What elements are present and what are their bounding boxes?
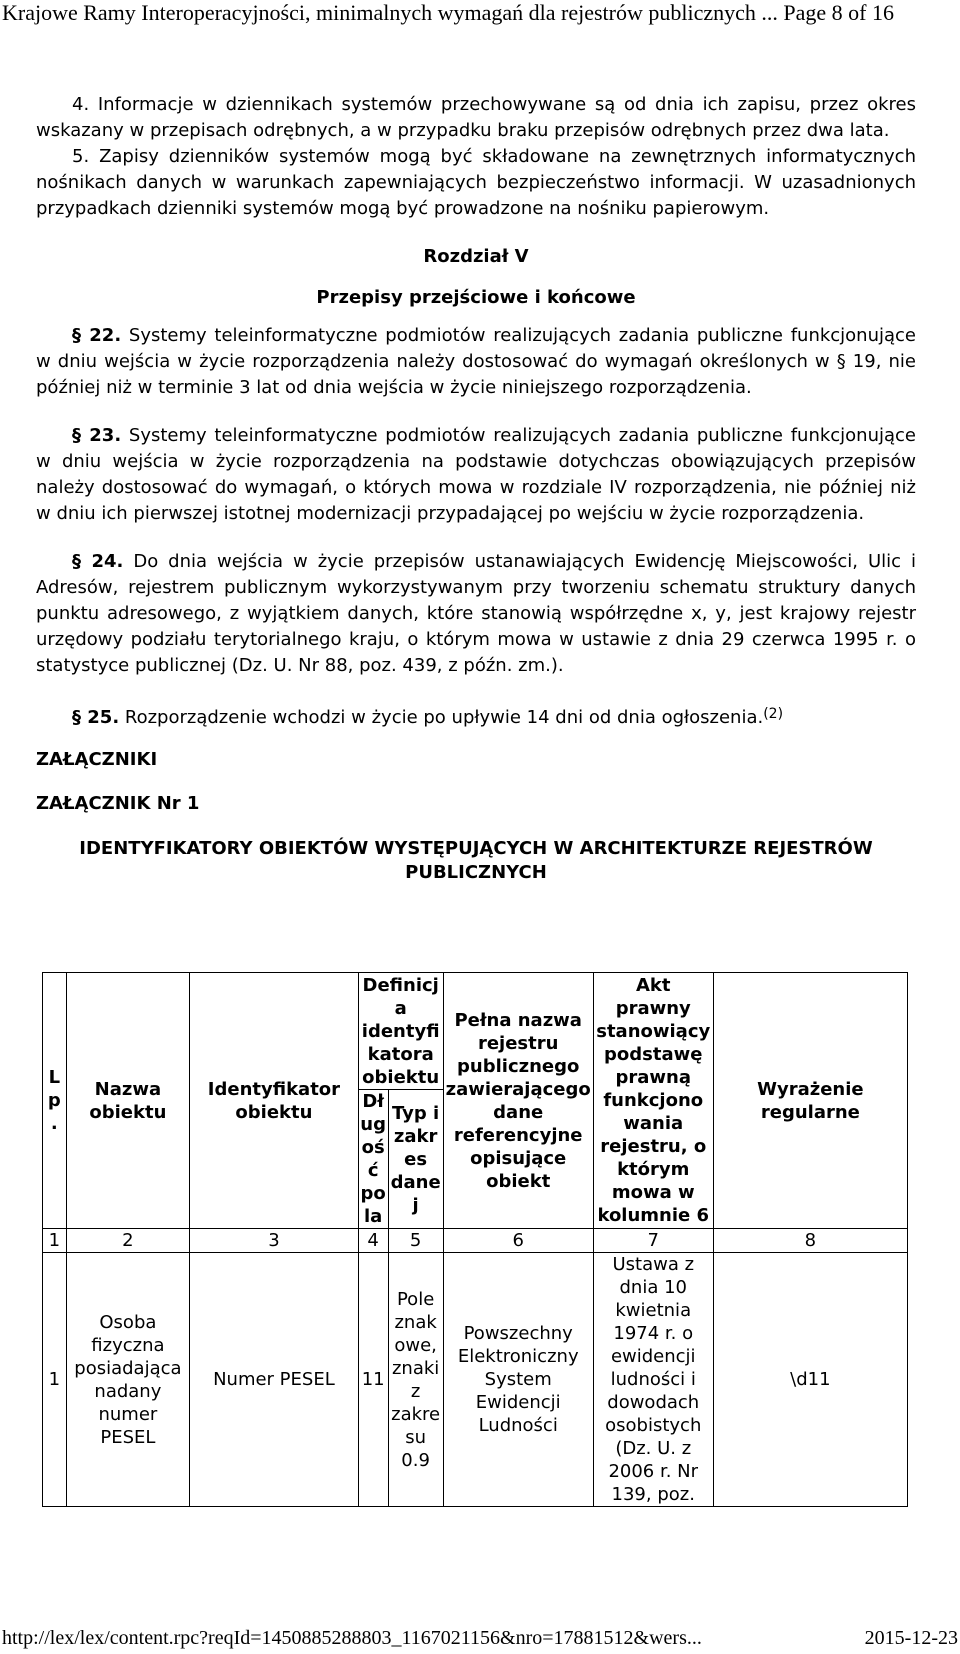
page-header: Krajowe Ramy Interoperacyjności, minimalnych wymagań dla rejestrów publicznych ... Page 8 of 16 — [2, 0, 894, 25]
header-definicja: Definicj a identyfi katora obiektu — [358, 973, 443, 1090]
cell-typ: Pole znak owe, znaki z zakre su 0.9 — [388, 1253, 443, 1507]
section-number: § 25. — [72, 707, 120, 728]
table-header-row — [43, 973, 908, 1090]
header-identyfikator: Identyfikator obiektu — [190, 973, 359, 1229]
header-nazwa-obiektu: Nazwa obiektu — [66, 973, 189, 1229]
column-number: 5 — [388, 1229, 443, 1253]
header-akt-prawny: Akt prawny stanowiący podstawę prawną funkcjono wania rejestru, o którym mowa w kolumnie 6 — [593, 973, 713, 1229]
page-footer — [2, 1626, 958, 1650]
cell-nazwa: Osoba fizyczna posiadająca nadany numer PESEL — [66, 1253, 189, 1507]
section-text: Do dnia wejścia w życie przepisów ustanawiających Ewidencję Miejscowości, Ulic i Adresów, rejestrem publicznym wykorzystywanym przy tworzeniu schematu struktury danych punktu adresowego, z wyjątkiem danych, które stanowią współrzędne x, y, jest krajowy rejestr urzędowy podziału terytorialnego kraju, o którym mowa w ustawie z dnia 29 czerwca 1995 r. o statystyce publicznej (Dz. U. Nr 88, poz. 439, z późn. zm.). — [36, 551, 916, 676]
cell-lp: 1 — [43, 1253, 67, 1507]
section-number: § 24. — [72, 551, 124, 572]
identifiers-table — [42, 972, 908, 1507]
column-number: 4 — [358, 1229, 388, 1253]
cell-wyrazenie: \d11 — [713, 1253, 907, 1507]
footer-date: 2015-12-23 — [864, 1627, 958, 1649]
column-number: 1 — [43, 1229, 67, 1253]
document-body — [36, 92, 916, 885]
header-pelna-nazwa: Pełna nazwa rejestru publicznego zawierającego dane referencyjne opisujące obiekt — [443, 973, 593, 1229]
column-number: 3 — [190, 1229, 359, 1253]
paragraph-5: 5. Zapisy dzienników systemów mogą być składowane na zewnętrznych informatycznych nośnikach danych w warunkach zapewniających bezpieczeństwo informacji. W uzasadnionych przypadkach dzienniki systemów mogą być prowadzone na nośniku papierowym. — [36, 146, 916, 219]
chapter-title: Przepisy przejściowe i końcowe — [316, 287, 636, 308]
section-text: Rozporządzenie wchodzi w życie po upływie 14 dni od dnia ogłoszenia. — [119, 707, 764, 728]
section-number: § 22. — [72, 325, 122, 346]
header-lp: L p . — [43, 973, 67, 1229]
attachments-heading: ZAŁĄCZNIKI — [36, 749, 158, 770]
column-number: 8 — [713, 1229, 907, 1253]
cell-rejestr: Powszechny Elektroniczny System Ewidencji Ludności — [443, 1253, 593, 1507]
cell-akt-prawny: Ustawa z dnia 10 kwietnia 1974 r. o ewidencji ludności i dowodach osobistych (Dz. U. z 2006 r. Nr 139, poz. — [593, 1253, 713, 1507]
cell-identyfikator: Numer PESEL — [190, 1253, 359, 1507]
section-23 — [36, 423, 916, 527]
annex-heading: ZAŁĄCZNIK Nr 1 — [36, 793, 200, 814]
table-row — [43, 1253, 908, 1507]
footnote-ref: (2) — [763, 706, 784, 722]
column-number: 2 — [66, 1229, 189, 1253]
chapter-number: Rozdział V — [423, 246, 529, 267]
column-number-row — [43, 1229, 908, 1253]
paragraph-4: 4. Informacje w dziennikach systemów przechowywane są od dnia ich zapisu, przez okres wskazany w przepisach odrębnych, a w przypadku braku przepisów odrębnych przez dwa lata. — [36, 94, 916, 141]
column-number: 6 — [443, 1229, 593, 1253]
annex-title: IDENTYFIKATORY OBIEKTÓW WYSTĘPUJĄCYCH W ARCHITEKTURZE REJESTRÓW PUBLICZNYCH — [79, 838, 873, 883]
section-number: § 23. — [72, 425, 122, 446]
footer-url: http://lex/lex/content.rpc?reqId=1450885288803_1167021156&nro=17881512&wers... — [2, 1627, 702, 1649]
header-typ-zakres: Typ i zakr es dane j — [388, 1090, 443, 1229]
section-text: Systemy teleinformatyczne podmiotów realizujących zadania publiczne funkcjonujące w dniu wejścia w życie rozporządzenia należy dostosować do wymagań określonych w § 19, nie później niż w terminie 3 lat od dnia wejścia w życie niniejszego rozporządzenia. — [36, 325, 917, 398]
header-wyrazenie: Wyrażenie regularne — [713, 973, 907, 1229]
cell-dlugosc: 11 — [358, 1253, 388, 1507]
column-number: 7 — [593, 1229, 713, 1253]
section-text: Systemy teleinformatyczne podmiotów realizujących zadania publiczne funkcjonujące w dniu wejścia w życie rozporządzenia na podstawie dotychczas obowiązujących przepisów należy dostosować do wymagań, o których mowa w rozdziale IV rozporządzenia, nie później niż w dniu ich pierwszej istotnej modernizacji przypadającej po wejściu w życie rozporządzenia. — [36, 425, 917, 524]
header-dlugosc-pola: Dł ug oś ć po la — [358, 1090, 388, 1229]
section-24 — [36, 549, 916, 679]
section-22 — [36, 323, 916, 401]
section-25 — [36, 705, 916, 731]
